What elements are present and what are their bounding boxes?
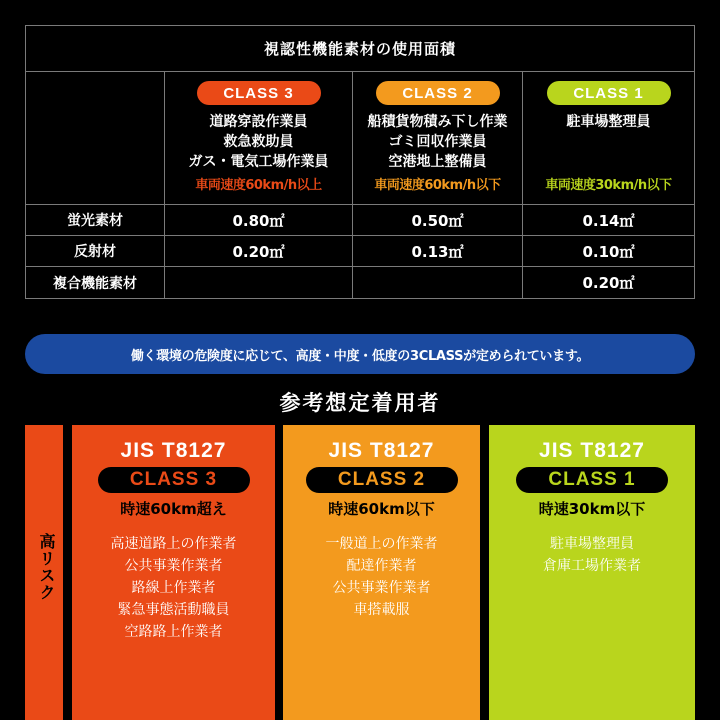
table-cell: 0.14㎡: [582, 211, 635, 230]
table-cell: 0.50㎡: [353, 205, 523, 235]
info-banner: 働く環境の危険度に応じて、高度・中度・低度の3CLASSが定められています。: [25, 334, 695, 374]
class3-speed: 車両速度60km/h以上: [195, 178, 322, 193]
row-label-combined: 複合機能素材: [26, 267, 165, 298]
class3-panel-speed: 時速60km超え: [120, 500, 227, 518]
class3-users: [189, 112, 329, 172]
list-item: 公共事業作業者: [124, 558, 223, 574]
table-corner-cell: [26, 72, 165, 204]
class2-user: 船積貨物積み下し作業: [367, 114, 508, 130]
class2-speed: 車両速度60km/h以下: [374, 178, 501, 193]
class2-panel-speed: 時速60km以下: [328, 500, 435, 518]
class2-user: 空港地上整備員: [388, 154, 487, 170]
class3-panel: [72, 425, 275, 720]
list-item: 路線上作業者: [131, 580, 216, 596]
class1-pill: CLASS 1: [547, 81, 671, 105]
class1-standard: JIS T8127: [539, 439, 645, 462]
class2-panel: [283, 425, 480, 720]
class2-header: [353, 72, 523, 204]
table-cell: [165, 267, 353, 298]
table-cell: 0.10㎡: [582, 242, 635, 261]
class1-users: [567, 112, 651, 172]
class1-speed: 車両速度30km/h以下: [545, 178, 672, 193]
class1-user-spacer: [567, 152, 651, 172]
class3-user: 道路穿設作業員: [209, 114, 308, 130]
risk-label: 高リスク: [37, 533, 56, 601]
list-item: 緊急事態活動職員: [117, 602, 230, 618]
list-item: 車搭載服: [353, 602, 410, 618]
table-cell: 0.20㎡: [165, 236, 353, 266]
class3-panel-users: [111, 533, 237, 643]
class1-panel-pill: CLASS 1: [516, 467, 668, 493]
class1-panel-speed: 時速30km以下: [538, 500, 646, 518]
class3-user: 救急救助員: [223, 134, 294, 150]
section-title: 参考想定着用者: [279, 391, 441, 415]
class2-panel-users: [326, 533, 438, 621]
list-item: 倉庫工場作業者: [543, 558, 641, 574]
usage-area-table: [25, 25, 695, 299]
class3-user: ガス・電気工場作業員: [188, 154, 329, 170]
list-item: 一般道上の作業者: [325, 536, 438, 552]
list-item: 配達作業者: [346, 558, 417, 574]
table-row: [26, 236, 694, 267]
class1-panel: [489, 425, 695, 720]
class2-user: ゴミ回収作業員: [388, 134, 487, 150]
table-cell: 0.80㎡: [165, 205, 353, 235]
class3-pill: CLASS 3: [197, 81, 321, 105]
class2-users: [368, 112, 508, 172]
class3-standard: JIS T8127: [120, 439, 227, 462]
class1-user-spacer: [567, 132, 651, 152]
list-item: 高速道路上の作業者: [110, 536, 237, 552]
class2-pill: CLASS 2: [376, 81, 500, 105]
class2-panel-pill: CLASS 2: [306, 467, 458, 493]
list-item: 駐車場整理員: [550, 536, 634, 552]
class1-header: [523, 72, 694, 204]
table-header-row: [26, 72, 694, 205]
risk-bar: [25, 425, 63, 720]
class1-user: 駐車場整理員: [566, 114, 651, 130]
table-cell: 0.20㎡: [582, 274, 635, 292]
list-item: 空路路上作業者: [124, 624, 223, 640]
list-item: 公共事業作業者: [332, 580, 431, 596]
class3-panel-pill: CLASS 3: [98, 467, 250, 493]
table-cell: 0.13㎡: [353, 236, 523, 266]
table-row: [26, 267, 694, 298]
table-cell: [353, 267, 523, 298]
class3-header: [165, 72, 353, 204]
class2-standard: JIS T8127: [328, 439, 435, 462]
row-label-reflective: 反射材: [26, 236, 165, 266]
row-label-fluorescent: 蛍光素材: [26, 205, 165, 235]
table-title: 視認性機能素材の使用面積: [26, 26, 694, 72]
class1-panel-users: [543, 533, 641, 577]
table-row: [26, 205, 694, 236]
